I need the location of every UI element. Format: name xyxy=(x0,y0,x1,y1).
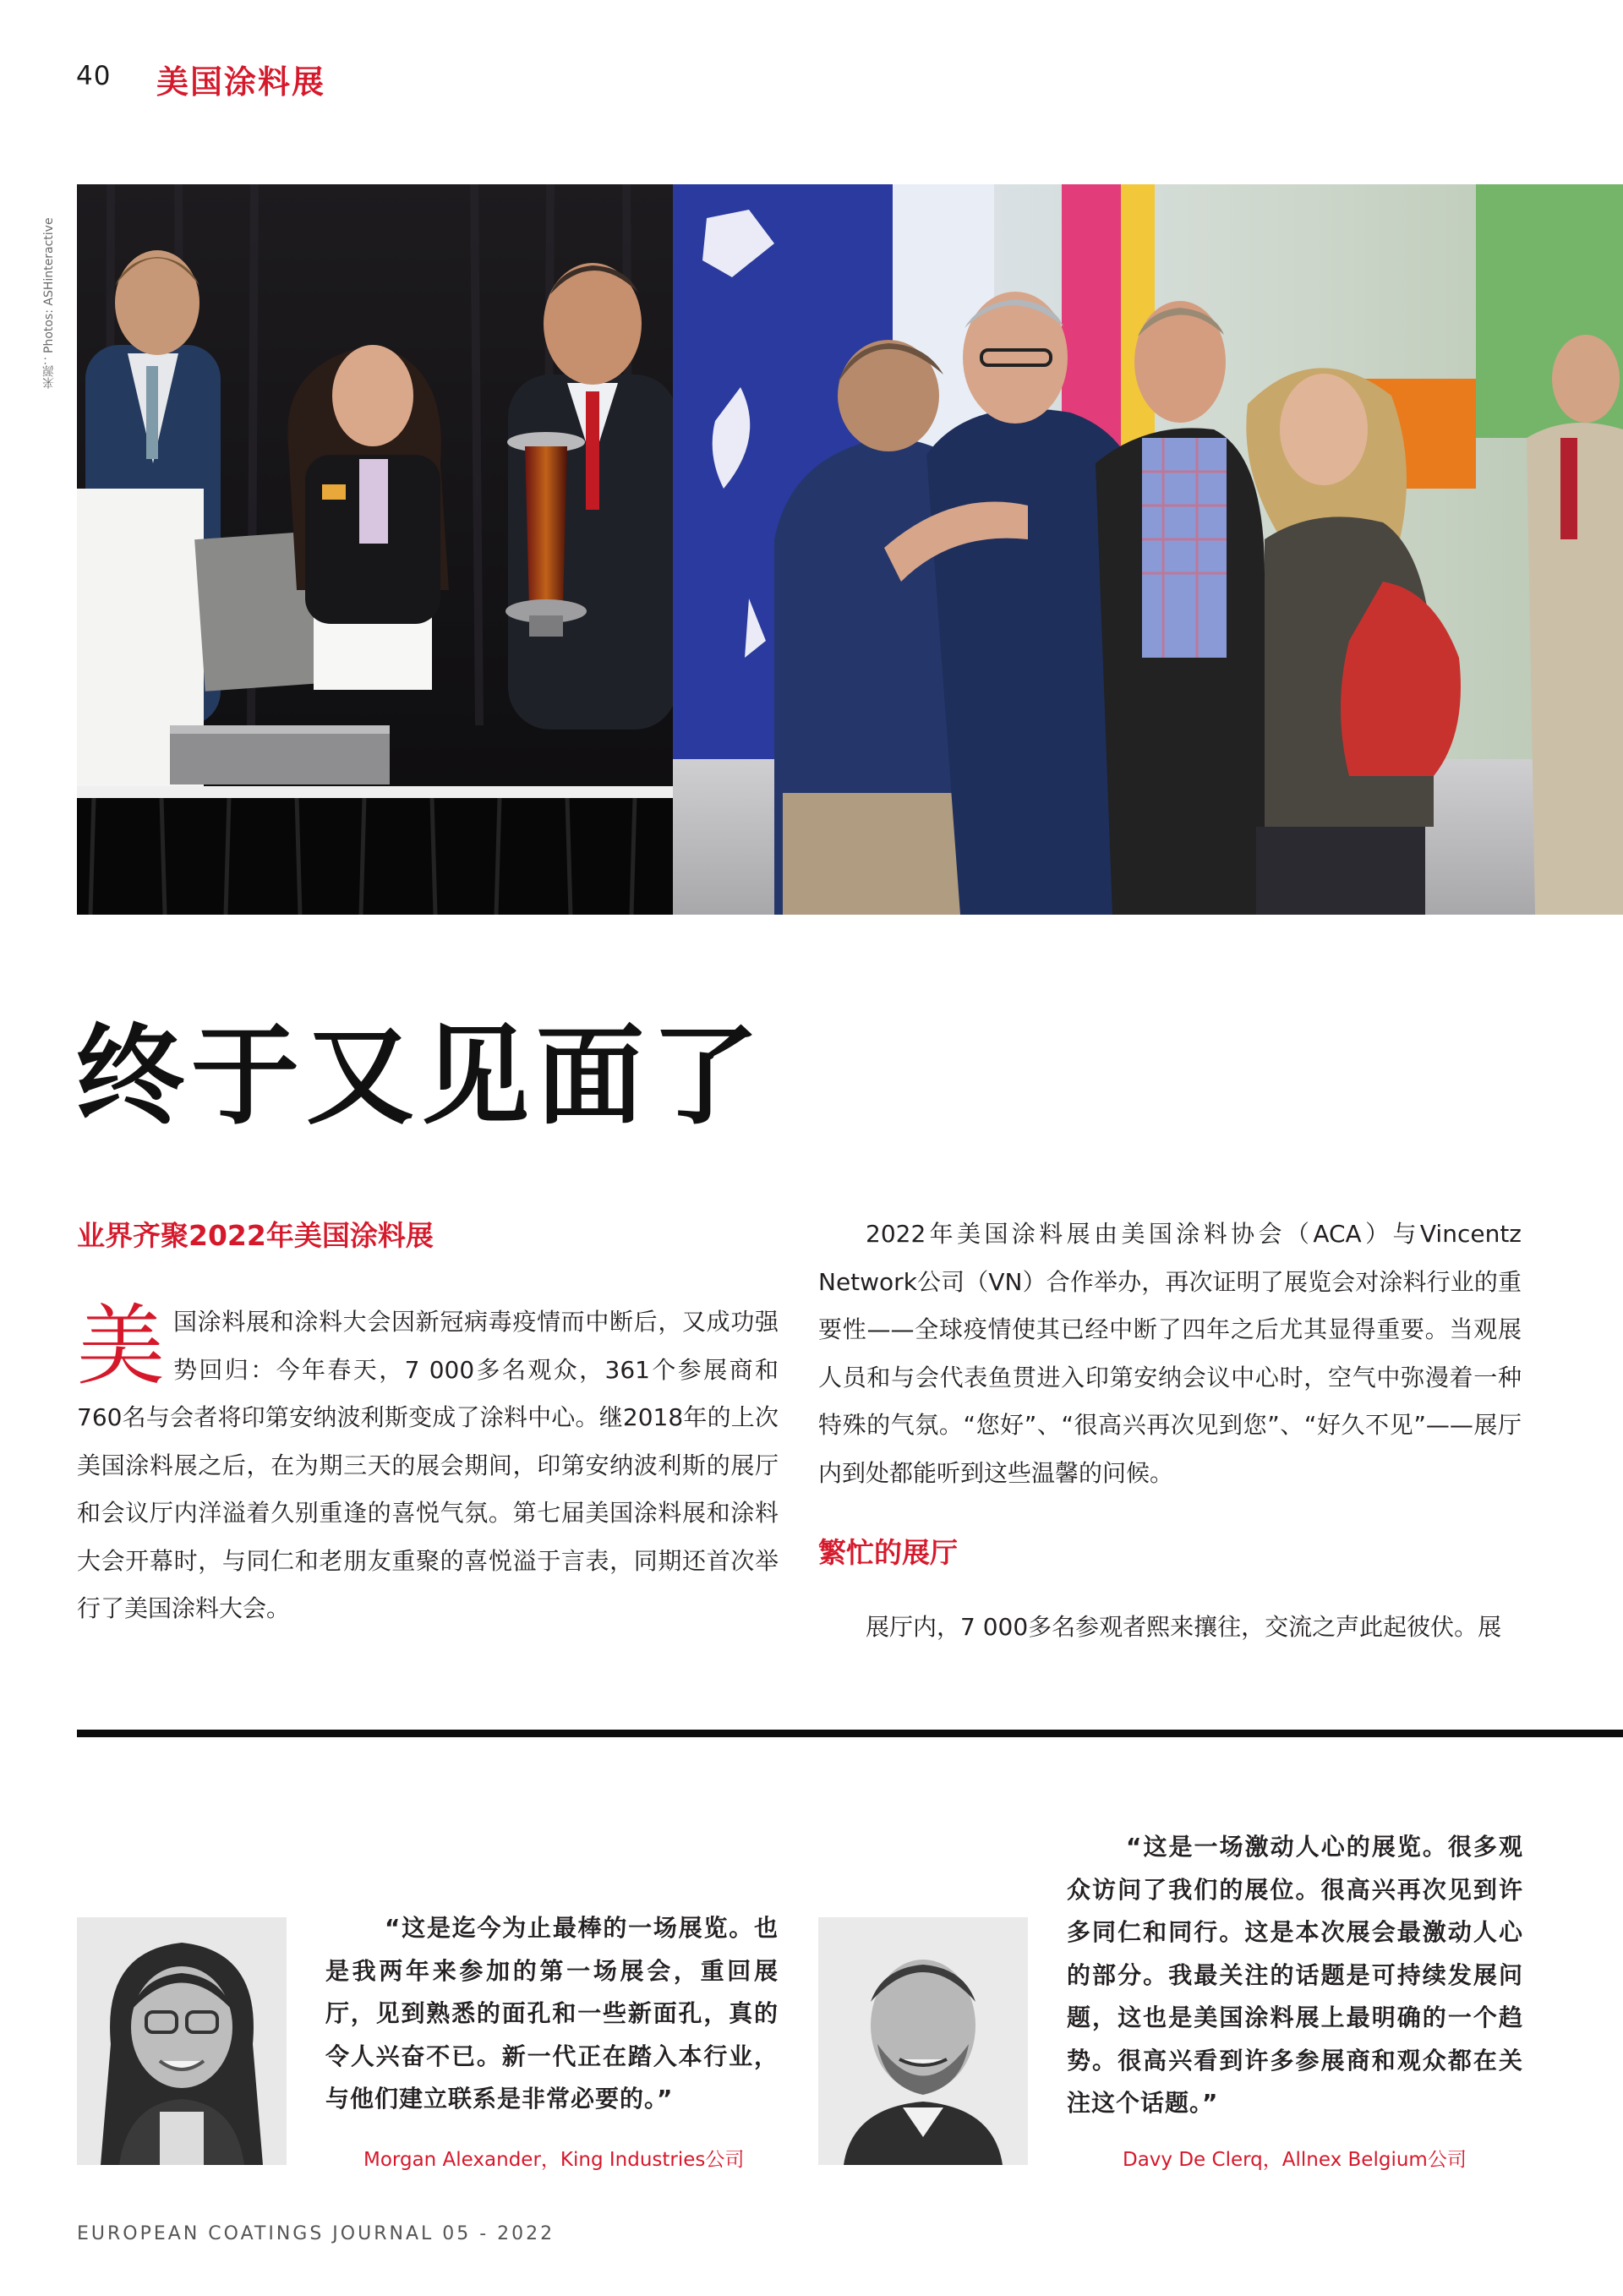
lead-paragraph-wrap xyxy=(77,1294,779,1633)
quote-attribution-morgan: Morgan Alexander，King Industries公司 xyxy=(363,2149,745,2171)
photo-award-ceremony xyxy=(77,184,673,915)
left-subhead: 业界齐聚2022年美国涂料展 xyxy=(77,1219,434,1252)
photo-exhibition-hall-greeting xyxy=(673,184,1623,915)
portrait-morgan-alexander xyxy=(77,1917,287,2165)
footer-journal-issue: EUROPEAN COATINGS JOURNAL 05 - 2022 xyxy=(77,2223,555,2244)
photo-credit: 来源：Photos: ASHinteractive xyxy=(42,217,56,389)
quote-morgan-alexander: “这是迄今为止最棒的一场展览。也是我两年来参加的第一场展会，重回展厅，见到熟悉的面孔和一些新面孔，真的令人兴奋不已。新一代正在踏入本行业，与他们建立联系是非常必要的。” xyxy=(325,1914,779,2113)
section-title: 美国涂料展 xyxy=(156,63,326,101)
portrait-illustration-woman xyxy=(77,1917,287,2165)
portrait-illustration-man xyxy=(818,1917,1028,2165)
right-paragraph-1: 2022年美国涂料展由美国涂料协会（ACA）与Vincentz Network公司（VN）合作举办，再次证明了展览会对涂料行业的重要性——全球疫情使其已经中断了四年之后尤其显得重要。当观展人员和与会代表鱼贯进入印第安纳会议中心时，空气中弥漫着一种特殊的气氛。“您好”、“很高兴再次见到您”、“好久不见”——展厅内到处都能听到这些温馨的问候。 xyxy=(818,1220,1522,1487)
right-column xyxy=(818,1211,1522,1652)
right-subhead: 繁忙的展厅 xyxy=(818,1536,958,1569)
left-column xyxy=(77,1211,779,1633)
page-number: 40 xyxy=(76,61,112,91)
article-headline: 终于又见面了 xyxy=(76,1014,767,1140)
award-ceremony-illustration xyxy=(77,184,673,915)
right-paragraph-2: 展厅内，7 000多名参观者熙来攘往，交流之声此起彼伏。展 xyxy=(866,1613,1502,1641)
exhibition-hall-illustration xyxy=(673,184,1623,915)
quote-attribution-davy: Davy De Clerq，Allnex Belgium公司 xyxy=(1123,2149,1467,2171)
lead-paragraph: 国涂料展和涂料大会因新冠病毒疫情而中断后，又成功强势回归：今年春天，7 000多名观众，361个参展商和760名与会者将印第安纳波利斯变成了涂料中心。继2018年的上次美国涂料展之后，在为期三天的展会期间，印第安纳波利斯的展厅和会议厅内洋溢着久别重逢的喜悦气氛。第七届美国涂料展和涂料大会开幕时，与同仁和老朋友重聚的喜悦溢于言表，同期还首次举行了美国涂料大会。 xyxy=(77,1308,779,1622)
quote-davy-de-clerq: “这是一场激动人心的展览。很多观众访问了我们的展位。很高兴再次见到许多同仁和同行。这是本次展会最激动人心的部分。我最关注的话题是可持续发展问题，这也是美国涂料展上最明确的一个趋势。很高兴看到许多参展商和观众都在关注这个话题。” xyxy=(1067,1833,1523,2117)
section-divider xyxy=(77,1730,1623,1737)
drop-cap: 美 xyxy=(77,1294,166,1397)
portrait-davy-de-clerq xyxy=(818,1917,1028,2165)
